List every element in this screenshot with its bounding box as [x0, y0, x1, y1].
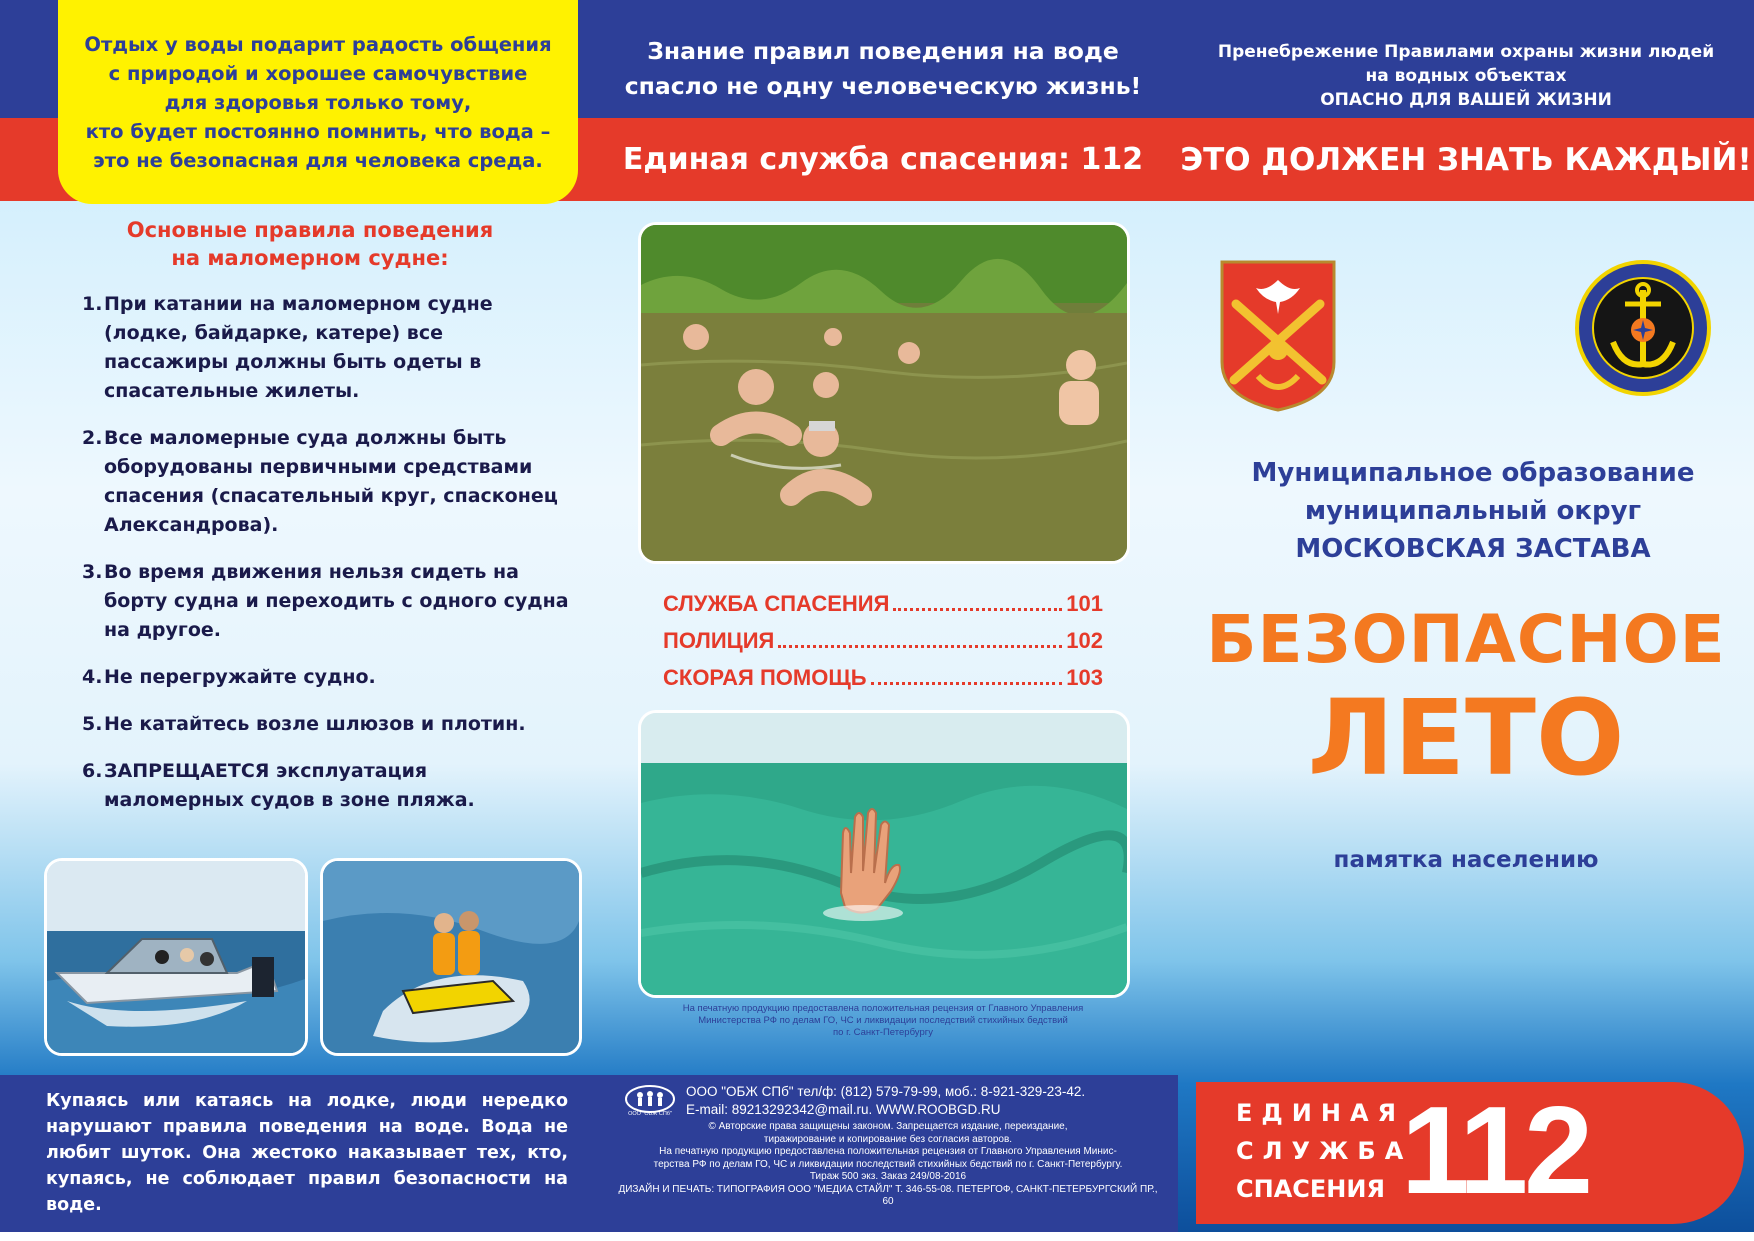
- title-summer: ЛЕТО: [1307, 677, 1625, 799]
- emercom-anchor-emblem: [1573, 258, 1713, 398]
- badge-label-line: ЕДИНАЯ: [1236, 1099, 1405, 1127]
- photo-drowning-hand: [638, 710, 1130, 998]
- phone-row-ambulance: [663, 659, 1103, 696]
- drowning-hand-illustration: [641, 713, 1127, 995]
- anchor-badge-icon: [1573, 258, 1713, 398]
- legal-line: тиражирование и копирование без согласия авторов.: [763, 1133, 1013, 1145]
- rule-item: [82, 290, 572, 406]
- warning-line: ОПАСНО ДЛЯ ВАШЕЙ ЖИЗНИ: [1320, 90, 1612, 110]
- jetski-illustration: [323, 861, 579, 1053]
- org-line: Муниципальное образование: [1251, 458, 1695, 488]
- legal-line: терства РФ по делам ГО, ЧС и ликвидации последствий стихийных бедствий по г. Санкт-Петербургу.: [653, 1158, 1123, 1170]
- publisher-logo-caption: ООО "ОБЖ СПб": [628, 1111, 672, 1117]
- rule-item: [82, 424, 572, 540]
- coat-of-arms-icon: [1218, 258, 1338, 414]
- publisher-email-web: E-mail: 89213292342@mail.ru. WWW.ROOBGD.RU: [686, 1102, 1001, 1117]
- everyone-must-know-banner: ЭТО ДОЛЖЕН ЗНАТЬ КАЖДЫЙ!: [1180, 142, 1752, 178]
- panel-middle: [588, 0, 1178, 1232]
- phone-leader-dots: [893, 608, 1062, 611]
- slogan-line: спасло не одну человеческую жизнь!: [624, 72, 1142, 100]
- rules-title: [60, 216, 560, 272]
- rule-number: 4.: [82, 666, 103, 688]
- badge-label: [1236, 1094, 1426, 1208]
- rule-item: [82, 757, 572, 815]
- yellow-line: с природой и хорошее самочувствие: [108, 62, 528, 85]
- legal-line: © Авторские права защищены законом. Запрещается издание, переиздание,: [708, 1121, 1068, 1132]
- rescue-service-banner: Единая служба спасения: 112: [622, 142, 1144, 177]
- subtitle-memo: памятка населению: [1333, 847, 1599, 873]
- yellow-line: это не безопасная для человека среда.: [93, 149, 543, 172]
- yellow-callout-text: [70, 30, 566, 175]
- badge-label-line: СПАСЕНИЯ: [1236, 1175, 1385, 1203]
- yellow-line: кто будет постоянно помнить, что вода –: [85, 120, 551, 143]
- phone-number: 103: [1066, 665, 1103, 690]
- rule-number: 6.: [82, 760, 103, 782]
- legal-line: ДИЗАЙН И ПЕЧАТЬ: ТИПОГРАФИЯ ООО "МЕДИА СТАЙЛ" Т. 346-55-08. ПЕТЕРГОФ, САНКТ-ПЕТЕРБУРГСКИЙ ПР., 60: [618, 1183, 1158, 1207]
- yellow-line: Отдых у воды подарит радость общения: [84, 33, 552, 56]
- org-line: МОСКОВСКАЯ ЗАСТАВА: [1295, 534, 1651, 564]
- rule-text: Не катайтесь возле шлюзов и плотин.: [104, 713, 526, 735]
- phone-leader-dots: [778, 645, 1062, 648]
- rule-item: [82, 710, 572, 739]
- rule-text: ЗАПРЕЩАЕТСЯ эксплуатация маломерных судов в зоне пляжа.: [104, 760, 475, 811]
- rule-number: 5.: [82, 713, 103, 735]
- yellow-line: для здоровья только тому,: [164, 91, 472, 114]
- photo-jetski: [320, 858, 582, 1056]
- phone-number: 102: [1066, 628, 1103, 653]
- phone-label: СКОРАЯ ПОМОЩЬ: [663, 665, 867, 690]
- emergency-112-badge: [1196, 1082, 1744, 1224]
- motorboat-illustration: [47, 861, 305, 1053]
- phone-leader-dots: [871, 682, 1063, 685]
- phone-label: ПОЛИЦИЯ: [663, 628, 775, 653]
- rules-list: [82, 290, 572, 833]
- rule-item: [82, 663, 572, 692]
- rule-number: 1.: [82, 293, 103, 315]
- review-note-line: по г. Санкт-Петербургу: [833, 1027, 933, 1038]
- rule-text: Не перегружайте судно.: [104, 666, 376, 688]
- rule-text: При катании на маломерном судне (лодке, байдарке, катере) все пассажиры должны быть одеты в спасательные жилеты.: [104, 293, 493, 402]
- title-safe: БЕЗОПАСНОЕ: [1206, 601, 1726, 678]
- emergency-phones-list: [663, 585, 1103, 696]
- knowledge-slogan: [588, 34, 1178, 104]
- badge-number-112: 112: [1401, 1082, 1590, 1220]
- review-note-line: Министерства РФ по делам ГО, ЧС и ликвидации последствий стихийных бедствий: [698, 1015, 1068, 1026]
- publisher-logo: [624, 1085, 676, 1119]
- rules-title-line: Основные правила поведения: [126, 218, 494, 242]
- rule-number: 3.: [82, 561, 103, 583]
- municipality-name: [1198, 454, 1748, 568]
- publisher-contacts: ООО "ОБЖ СПб" тел/ф: (812) 579-79-99, моб.: 8-921-329-23-42.: [686, 1084, 1086, 1099]
- badge-label-line: СЛУЖБА: [1236, 1137, 1413, 1165]
- phone-row-police: [663, 622, 1103, 659]
- rules-title-line: на маломерном судне:: [171, 246, 449, 270]
- negligence-warning: [1178, 40, 1754, 112]
- org-line: муниципальный округ: [1304, 496, 1642, 526]
- publisher-legal: [618, 1121, 1158, 1209]
- phone-number: 101: [1066, 591, 1103, 616]
- photo-children-swimming: [638, 222, 1130, 564]
- coat-of-arms-emblem: [1218, 258, 1338, 414]
- slogan-line: Знание правил поведения на воде: [647, 37, 1119, 65]
- water-warning-text: Купаясь или катаясь на лодке, люди нередко нарушают правила поведения на воде. Вода не любит шуток. Она жестоко наказывает тех, кто, купаясь, не соблюдает правил безопасности на воде.: [46, 1091, 568, 1215]
- rule-text: Во время движения нельзя сидеть на борту судна и переходить с одного судна на другое.: [104, 561, 569, 641]
- panel-left: [0, 0, 588, 1232]
- panel-right-cover: [1178, 0, 1754, 1232]
- photo-motorboat: [44, 858, 308, 1056]
- legal-line: На печатную продукцию предоставлена положительная рецензия от Главного Управления Минис-: [659, 1146, 1117, 1157]
- rule-number: 2.: [82, 427, 103, 449]
- rule-text: Все маломерные суда должны быть оборудованы первичными средствами спасения (спасательный круг, спасконец Александрова).: [104, 427, 558, 536]
- warning-line: Пренебрежение Правилами охраны жизни людей: [1217, 42, 1715, 62]
- review-note-line: На печатную продукцию предоставлена положительная рецензия от Главного Управления: [682, 1003, 1084, 1014]
- children-swimming-illustration: [641, 225, 1127, 561]
- phone-row-rescue: [663, 585, 1103, 622]
- review-note: [638, 1003, 1128, 1039]
- warning-line: на водных объектах: [1365, 66, 1567, 86]
- legal-line: Тираж 500 экз. Заказ 249/08-2016: [809, 1171, 967, 1182]
- phone-label: СЛУЖБА СПАСЕНИЯ: [663, 591, 890, 616]
- rule-item: [82, 558, 572, 645]
